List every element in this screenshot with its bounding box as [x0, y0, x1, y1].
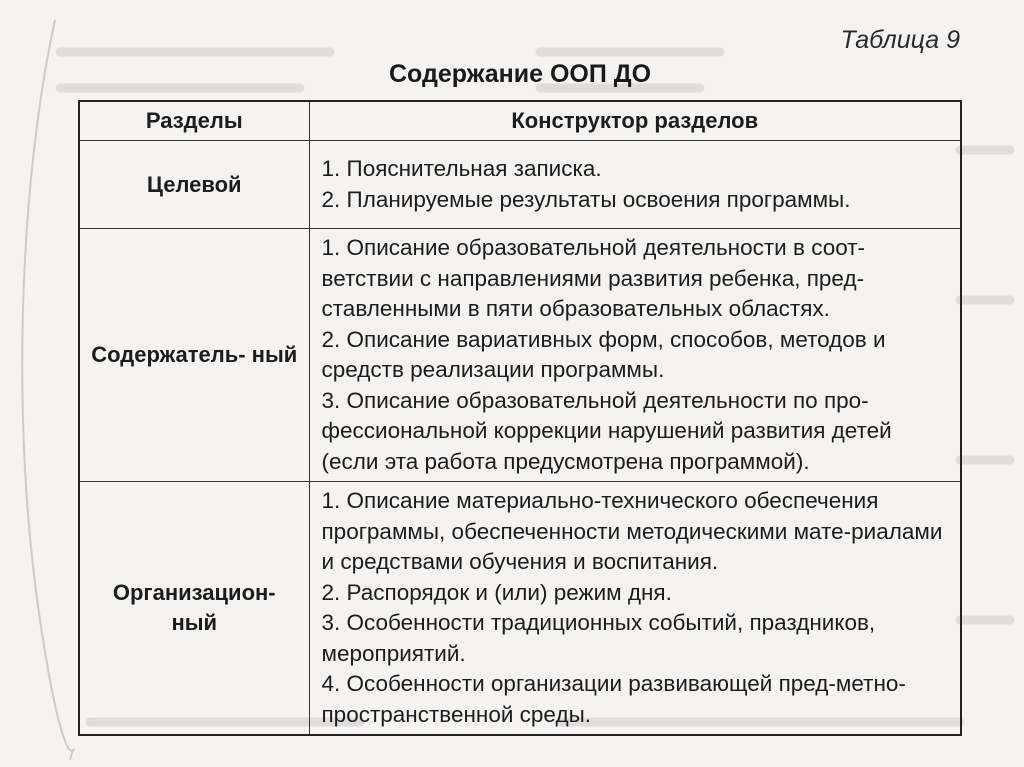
section-label: Целевой — [146, 171, 242, 197]
section-label: Содержатель- — [91, 342, 246, 367]
table-header-row — [79, 101, 961, 141]
content-cell-content — [309, 229, 961, 482]
section-label: ный — [171, 610, 218, 635]
section-cell-target — [79, 141, 309, 229]
list-item: 1. Пояснительная записка. — [321, 156, 602, 181]
section-label: Организацион- — [112, 580, 276, 605]
content-cell-target — [309, 141, 961, 229]
section-cell-content — [79, 229, 309, 482]
list-item: 2. Распорядок и (или) режим дня. — [321, 579, 672, 605]
list-item: 2. Описание вариативных форм, способов, методов и средств реализации программы. — [321, 326, 886, 382]
table-row — [79, 482, 961, 736]
list-item: 3. Описание образовательной деятельности по про-фессиональной коррекции нарушений развития детей (если эта работа предусмотрена программой). — [321, 387, 892, 474]
section-cell-organizational — [79, 482, 309, 736]
list-item: 4. Особенности организации развивающей пред-метно-пространственной среды. — [321, 671, 906, 727]
header-constructor: Конструктор разделов — [309, 101, 961, 141]
list-item: 2. Планируемые результаты освоения программы. — [321, 186, 851, 212]
table-row — [79, 229, 961, 482]
list-item: 1. Описание образовательной деятельности в соот-ветствии с направлениями развития ребенка, пред-ставленными в пяти образовательных областях. — [321, 235, 866, 321]
list-item: 3. Особенности традиционных событий, праздников, мероприятий. — [321, 610, 876, 666]
table-title: Содержание ООП ДО — [388, 60, 652, 88]
content-cell-organizational — [309, 482, 961, 736]
section-label: ный — [251, 342, 298, 367]
list-item: 1. Описание материально-технического обеспечения программы, обеспеченности методическими мате-риалами и средствами обучения и воспитания. — [321, 488, 943, 574]
table-row — [79, 141, 961, 229]
content-table — [78, 100, 962, 736]
table-number: Таблица 9 — [840, 26, 960, 54]
header-sections: Разделы — [79, 101, 309, 141]
